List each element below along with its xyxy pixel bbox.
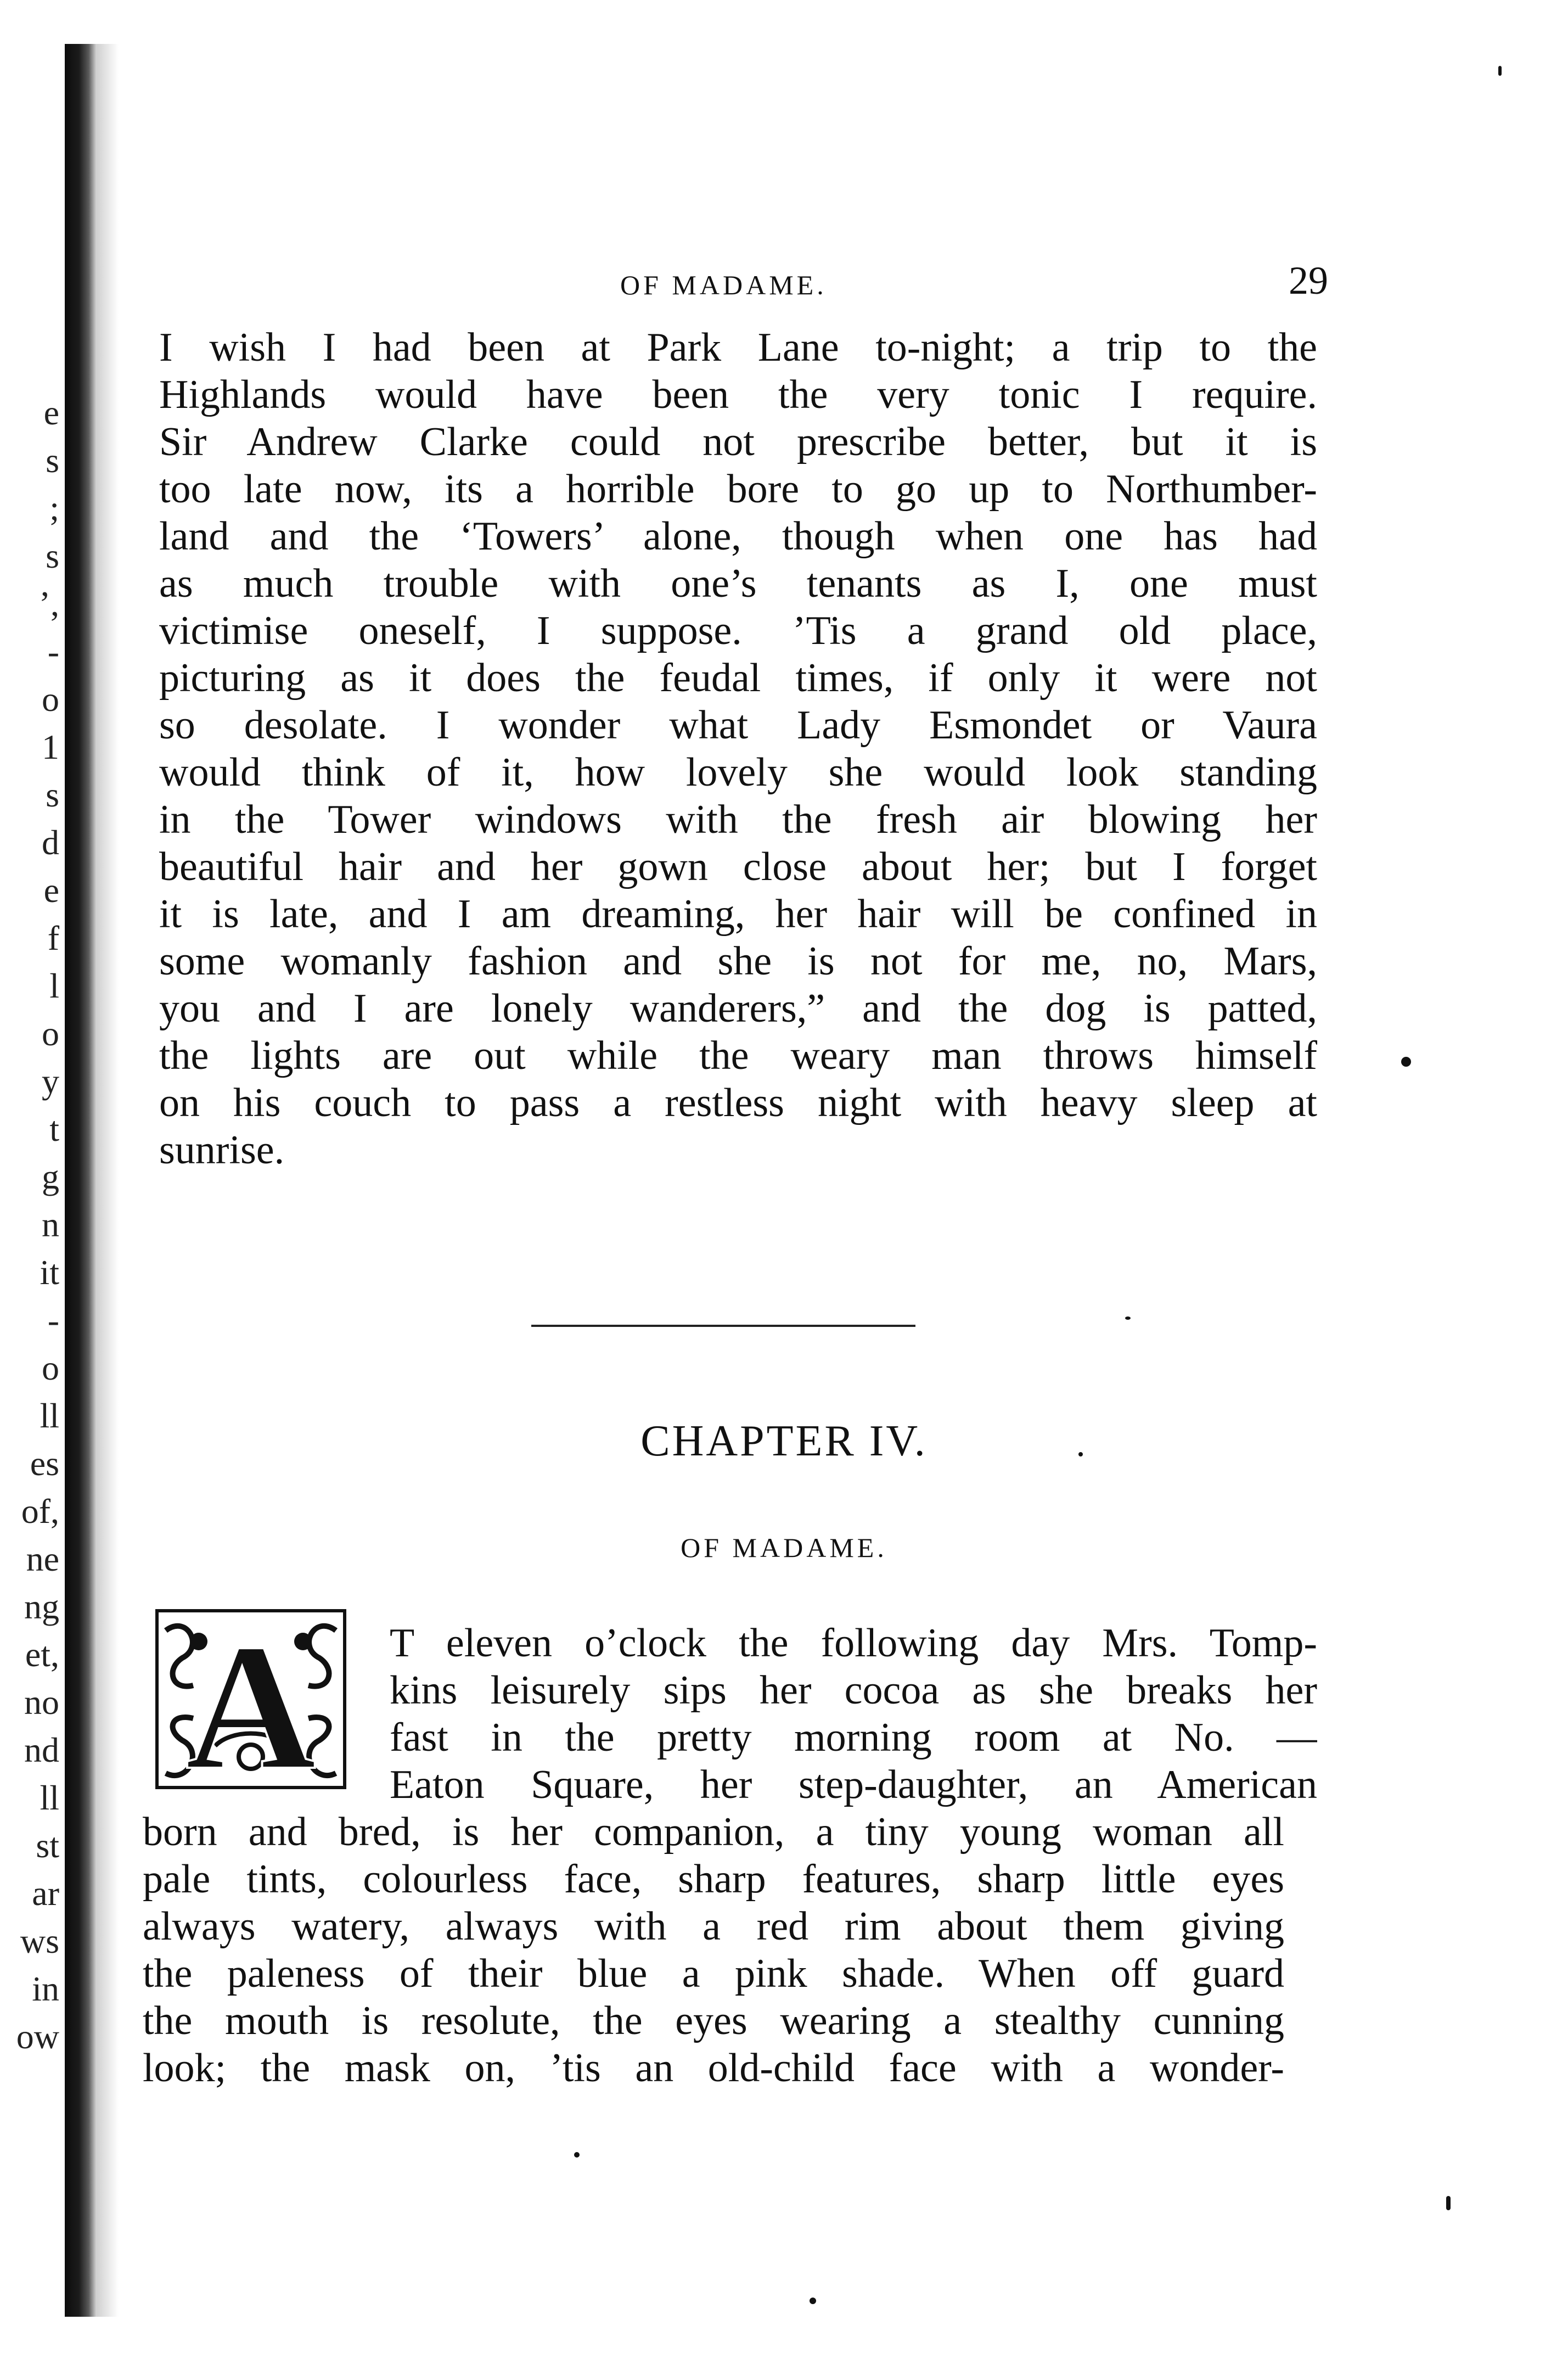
facing-page-fragment: d (42, 823, 59, 862)
chapter-subtitle: OF MADAME. (681, 1532, 887, 1563)
facing-page-fragment: et, (25, 1635, 59, 1674)
facing-page-fragment: of, (21, 1492, 59, 1531)
facing-page-fragment: o (42, 1348, 59, 1387)
facing-page-fragment: f (47, 918, 59, 957)
text-line: some womanly fashion and she is not for me, no, Mars, (159, 939, 1317, 984)
paragraph-2-indented (159, 1620, 1317, 1808)
facing-page-bleed (0, 0, 65, 2370)
text-line: the lights are out while the weary man throws himself (159, 1033, 1317, 1078)
facing-page-fragment: ll (40, 1396, 59, 1435)
section-rule (531, 1325, 915, 1327)
text-line: the mouth is resolute, the eyes wearing a stealthy cunning (143, 1998, 1284, 2043)
text-line: in the Tower windows with the fresh air blowing her (159, 797, 1317, 842)
facing-page-fragment: nd (24, 1730, 59, 1769)
text-line: as much trouble with one’s tenants as I, one must (159, 561, 1317, 606)
text-line: beautiful hair and her gown close about her; but I forget (159, 844, 1317, 889)
facing-page-fragment: ow (16, 2017, 59, 2056)
facing-page-fragment: s (46, 441, 59, 480)
facing-page-fragment: s (46, 536, 59, 575)
facing-page-fragment: o (42, 680, 59, 719)
paragraph-2 (143, 1808, 1284, 2092)
paragraph-1 (159, 324, 1317, 1174)
running-head (165, 258, 1328, 324)
scan-speck (1078, 1452, 1083, 1456)
facing-page-fragment: 1 (42, 727, 59, 766)
drop-cap-letter: A (185, 1609, 317, 1790)
text-line: Highlands would have been the very tonic I require. (159, 372, 1317, 417)
facing-page-fragment: it (40, 1253, 59, 1292)
facing-page-fragment: y (42, 1062, 59, 1101)
scan-speck (574, 2152, 580, 2158)
facing-page-fragment: g (42, 1157, 59, 1196)
facing-page-fragment: in (32, 1969, 59, 2008)
text-line: fast in the pretty morning room at No. — (390, 1715, 1317, 1760)
facing-page-fragment: ws (20, 1921, 59, 1960)
text-line: kins leisurely sips her cocoa as she breaks her (390, 1668, 1317, 1713)
text-line: Sir Andrew Clarke could not prescribe better, but it is (159, 419, 1317, 464)
binding-gutter (65, 44, 97, 2317)
facing-page-fragment: ’, (38, 584, 59, 623)
text-line: born and bred, is her companion, a tiny young woman all (143, 1809, 1284, 1854)
facing-page-fragment: no (24, 1683, 59, 1722)
text-line: so desolate. I wonder what Lady Esmondet or Vaura (159, 703, 1317, 748)
text-line: I wish I had been at Park Lane to-night; a trip to the (159, 325, 1317, 370)
facing-page-fragment: es (30, 1444, 59, 1483)
text-line: too late now, its a horrible bore to go up to Northumber- (159, 467, 1317, 512)
facing-page-fragment: ar (32, 1874, 59, 1913)
text-line: Eaton Square, her step-daughter, an American (390, 1762, 1317, 1807)
text-line: pale tints, colourless face, sharp features, sharp little eyes (143, 1857, 1284, 1902)
text-line: always watery, always with a red rim about them giving (143, 1904, 1284, 1949)
text-line: on his couch to pass a restless night with heavy sleep at (159, 1080, 1317, 1125)
text-line: T eleven o’clock the following day Mrs. Tomp- (390, 1621, 1317, 1666)
chapter-title: CHAPTER IV. (640, 1417, 928, 1465)
facing-page-fragment: o (42, 1014, 59, 1053)
scan-speck (1125, 1316, 1131, 1320)
text-line: land and the ‘Towers’ alone, though when one has had (159, 514, 1317, 559)
binding-gutter-fade (97, 44, 119, 2317)
scan-speck (1446, 2196, 1451, 2210)
text-line: it is late, and I am dreaming, her hair will be confined in (159, 892, 1317, 937)
text-line: picturing as it does the feudal times, if only it were not (159, 655, 1317, 701)
facing-page-fragment: ng (24, 1587, 59, 1626)
facing-page-fragment: - (47, 632, 59, 671)
text-line: the paleness of their blue a pink shade. When off guard (143, 1951, 1284, 1996)
facing-page-fragment: - (47, 1301, 59, 1340)
page-number: 29 (1289, 259, 1328, 302)
facing-page-fragment: ne (26, 1539, 59, 1578)
facing-page-fragment: e (43, 871, 59, 910)
scan-speck (1401, 1057, 1411, 1067)
facing-page-fragment: st (36, 1826, 59, 1865)
text-line: would think of it, how lovely she would look standing (159, 750, 1317, 795)
facing-page-fragment: ll (40, 1778, 59, 1817)
facing-page-fragment: l (49, 966, 59, 1005)
facing-page-fragment: ; (49, 489, 59, 528)
facing-page-fragment: n (42, 1205, 59, 1244)
facing-page-fragment: s (46, 775, 59, 814)
text-line: sunrise. (159, 1128, 285, 1173)
text-line: you and I are lonely wanderers,” and the dog is patted, (159, 986, 1317, 1031)
text-line: victimise oneself, I suppose. ’Tis a grand old place, (159, 608, 1317, 653)
facing-page-fragment: t (49, 1110, 59, 1148)
facing-page-fragment: e (43, 393, 59, 432)
scan-speck (810, 2298, 816, 2304)
scan-speck (1498, 66, 1502, 76)
running-head-title: OF MADAME. (620, 270, 827, 300)
text-line: look; the mask on, ’tis an old-child face with a wonder- (143, 2046, 1284, 2091)
